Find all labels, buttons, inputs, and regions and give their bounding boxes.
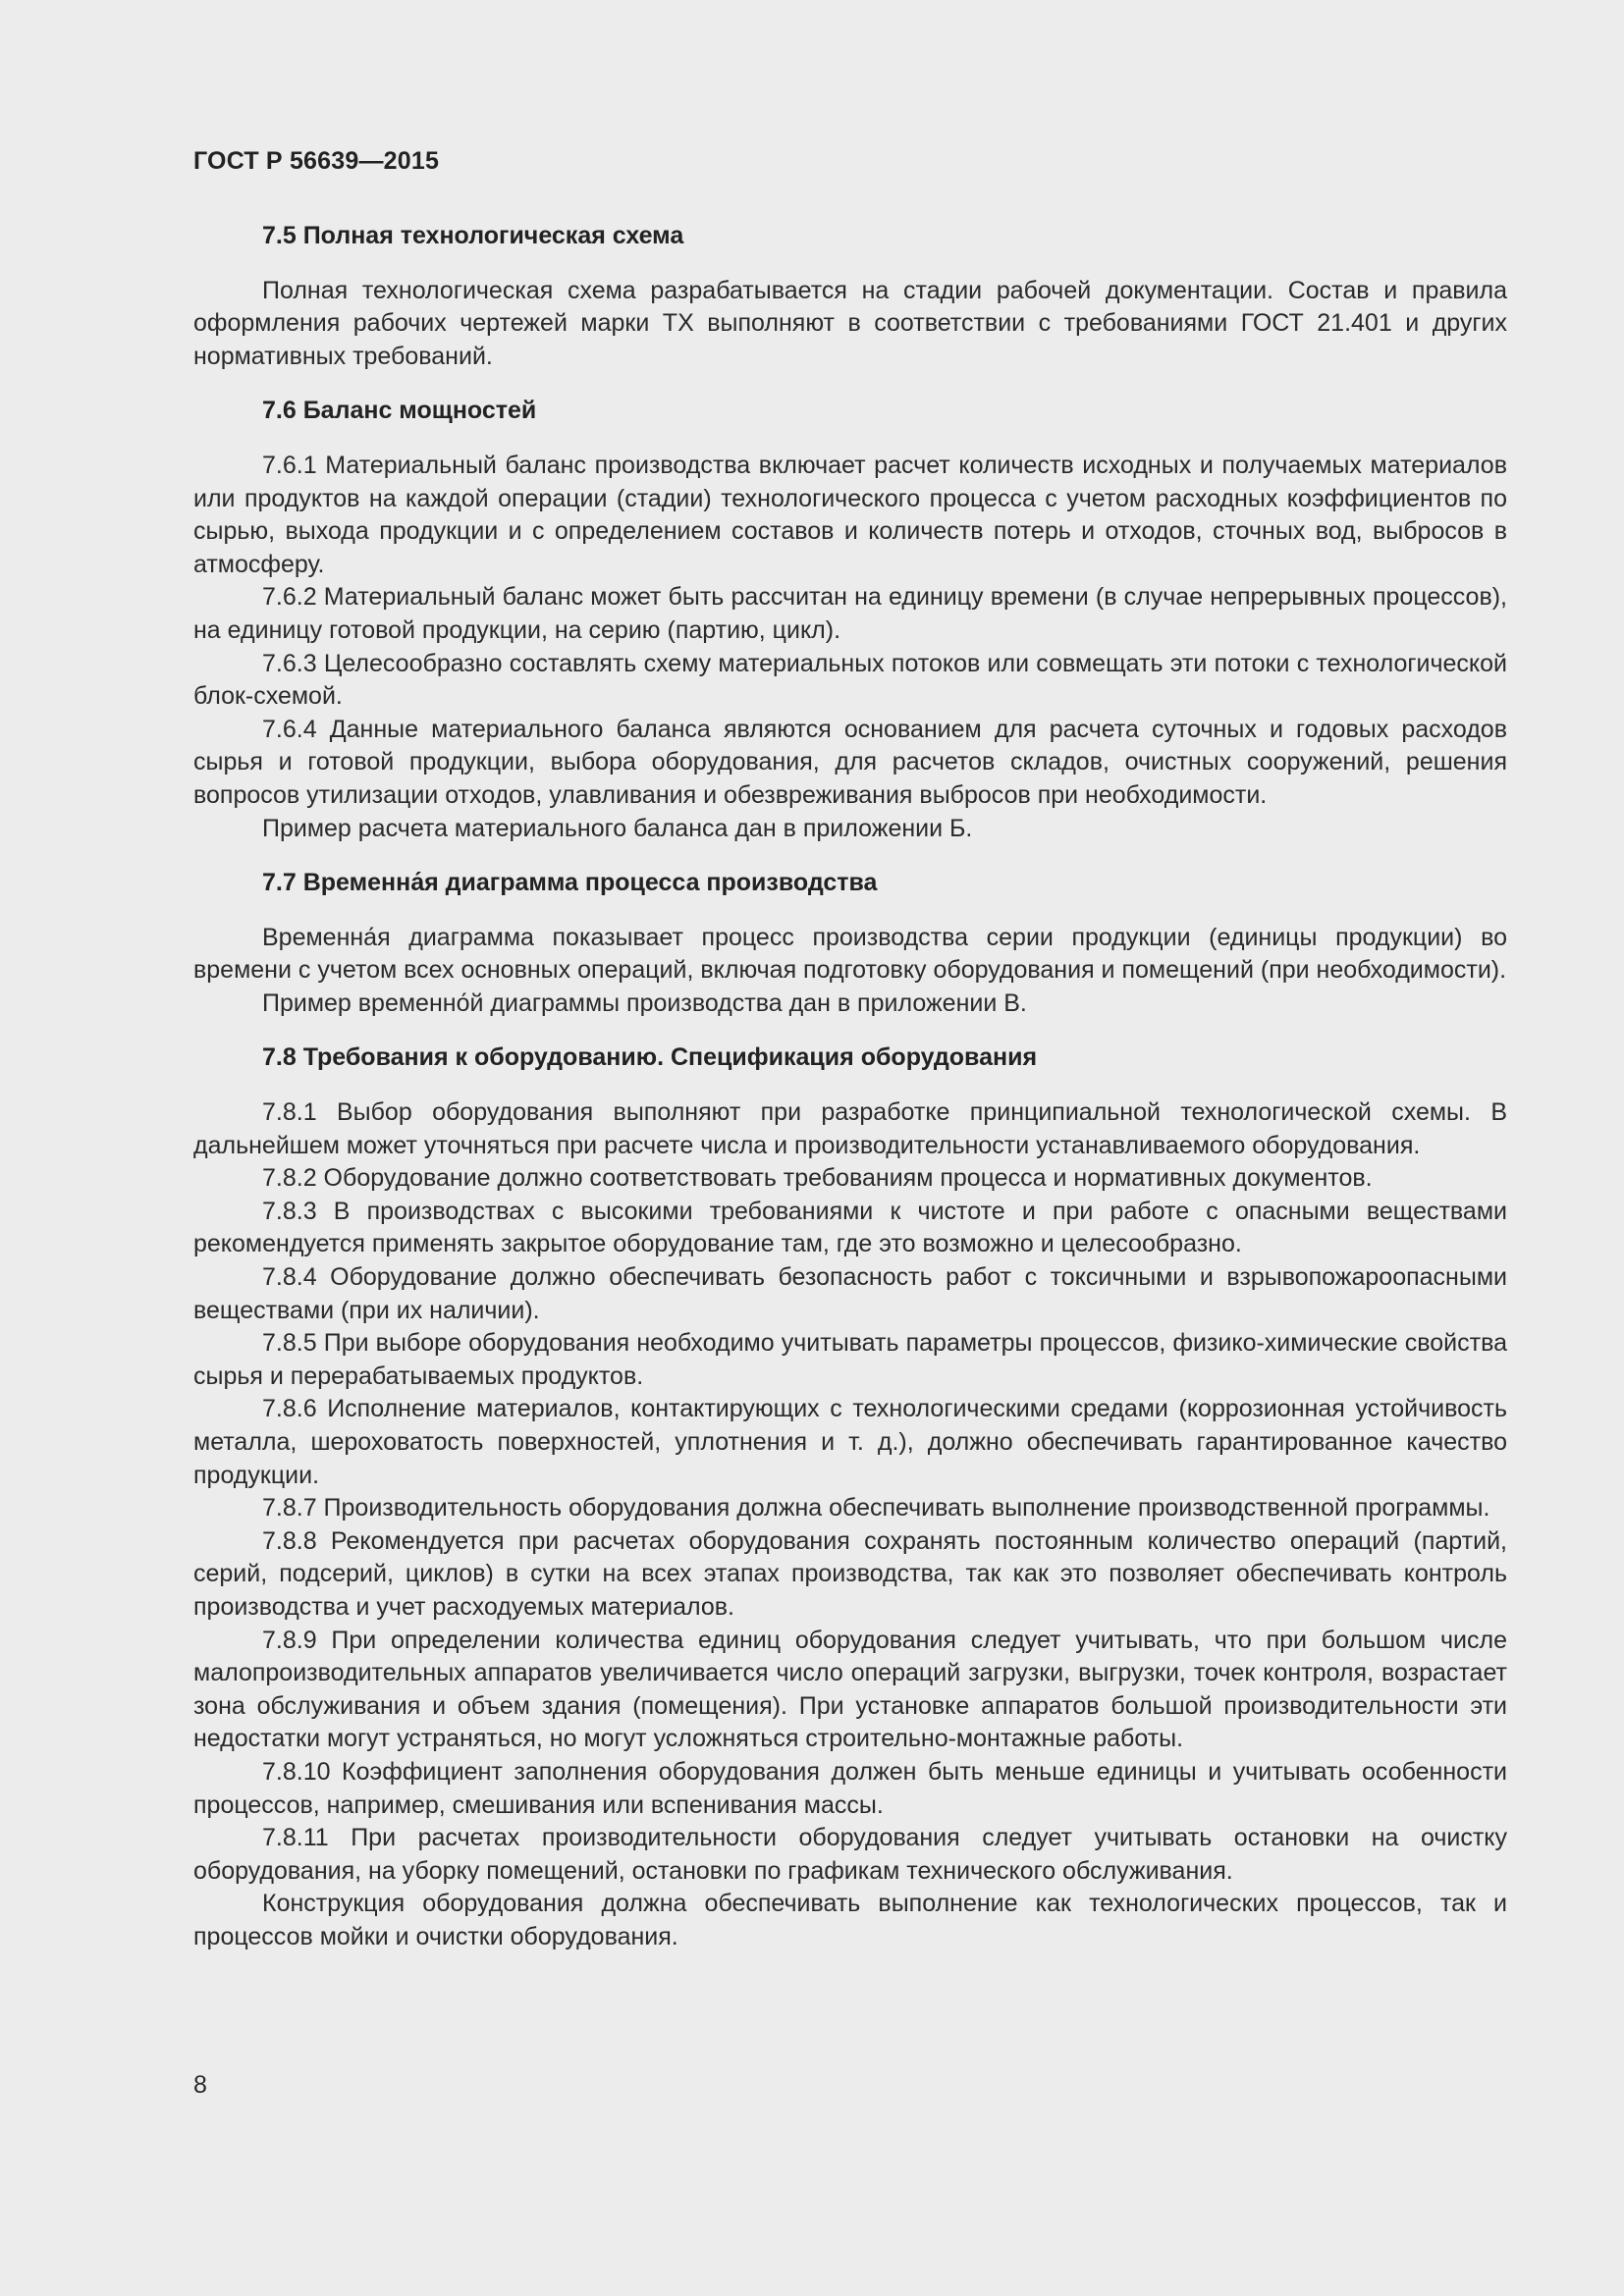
paragraph: 7.8.7 Производительность оборудования должна обеспечивать выполнение производственной программы. [262, 1494, 1490, 1522]
section-7-6 [193, 395, 1507, 845]
paragraph: 7.8.5 При выборе оборудования необходимо учитывать параметры процессов, физико-химические свойства сырья и перерабатываемых продуктов. [193, 1329, 1507, 1390]
paragraph: Полная технологическая схема разрабатывается на стадии рабочей документации. Состав и правила оформления рабочих чертежей марки ТХ выполняют в соответствии с требованиями ГОСТ 21.401 и других нормативных требований. [193, 276, 1507, 370]
paragraph: 7.8.10 Коэффициент заполнения оборудования должен быть меньше единицы и учитывать особенности процессов, например, смешивания или вспенивания массы. [193, 1757, 1507, 1819]
paragraph: 7.8.9 При определении количества единиц оборудования следует учитывать, что при большом числе малопроизводительных аппаратов увеличивается число операций загрузки, выгрузки, точек контроля, возрастает зона обслуживания и объем здания (помещения). При установке аппаратов большой производительности эти недостатки могут устраняться, но могут усложняться строительно-монтажные работы. [193, 1626, 1507, 1753]
paragraph: Временна́я диаграмма показывает процесс производства серии продукции (единицы продукции) во времени с учетом всех основных операций, включая подготовку оборудования и помещений (при необходимости). [193, 923, 1507, 985]
paragraph: 7.8.6 Исполнение материалов, контактирующих с технологическими средами (коррозионная устойчивость металла, шероховатость поверхностей, уплотнения и т. д.), должно обеспечивать гарантированное качество продукции. [193, 1395, 1507, 1489]
paragraph: 7.8.11 При расчетах производительности оборудования следует учитывать остановки на очистку оборудования, на уборку помещений, остановки по графикам технического обслуживания. [193, 1824, 1507, 1885]
paragraph: 7.8.1 Выбор оборудования выполняют при разработке принципиальной технологической схемы. В дальнейшем может уточняться при расчете числа и производительности устанавливаемого оборудования. [193, 1098, 1507, 1159]
paragraph: Конструкция оборудования должна обеспечивать выполнение как технологических процессов, так и процессов мойки и очистки оборудования. [193, 1890, 1507, 1950]
page-number: 8 [193, 2071, 207, 2099]
section-7-8 [193, 1041, 1507, 1953]
paragraph: 7.6.3 Целесообразно составлять схему материальных потоков или совмещать эти потоки с технологической блок-схемой. [193, 649, 1507, 711]
section-heading: 7.6 Баланс мощностей [262, 397, 537, 425]
paragraph: 7.6.4 Данные материального баланса являются основанием для расчета суточных и годовых расходов сырья и готовой продукции, выбора оборудования, для расчетов складов, очистных сооружений, решения вопросов утилизации отходов, улавливания и обезвреживания выбросов при необходимости. [193, 715, 1507, 809]
paragraph: 7.8.4 Оборудование должно обеспечивать безопасность работ с токсичными и взрывопожароопасными веществами (при их наличии). [193, 1263, 1507, 1324]
paragraph: 7.8.3 В производствах с высокими требованиями к чистоте и при работе с опасными веществами рекомендуется применять закрытое оборудование там, где это возможно и целесообразно. [193, 1197, 1507, 1258]
document-header: ГОСТ Р 56639—2015 [193, 147, 440, 175]
section-heading: 7.5 Полная технологическая схема [262, 222, 684, 249]
paragraph: Пример временно́й диаграммы производства дан в приложении В. [262, 988, 1027, 1017]
paragraph: 7.8.2 Оборудование должно соответствовать требованиям процесса и нормативных документов. [262, 1164, 1373, 1193]
section-heading: 7.8 Требования к оборудованию. Спецификация оборудования [262, 1043, 1038, 1072]
section-heading: 7.7 Временна́я диаграмма процесса производства [262, 869, 878, 897]
paragraph: 7.6.1 Материальный баланс производства включает расчет количеств исходных и получаемых материалов или продуктов на каждой операции (стадии) технологического процесса с учетом расходных коэффициентов по сырью, выхода продукции и с определением составов и количеств потерь и отходов, сточных вод, выбросов в атмосферу. [193, 451, 1507, 578]
document-body [193, 220, 1507, 1954]
section-7-7 [193, 867, 1507, 1020]
paragraph: 7.6.2 Материальный баланс может быть рассчитан на единицу времени (в случае непрерывных процессов), на единицу готовой продукции, на серию (партию, цикл). [193, 583, 1507, 644]
paragraph: Пример расчета материального баланса дан в приложении Б. [262, 814, 973, 842]
paragraph: 7.8.8 Рекомендуется при расчетах оборудования сохранять постоянным количество операций (партий, серий, подсерий, циклов) в сутки на всех этапах производства, так как это позволяет обеспечивать контроль производства и учет расходуемых материалов. [193, 1526, 1507, 1621]
section-7-5 [193, 220, 1507, 373]
